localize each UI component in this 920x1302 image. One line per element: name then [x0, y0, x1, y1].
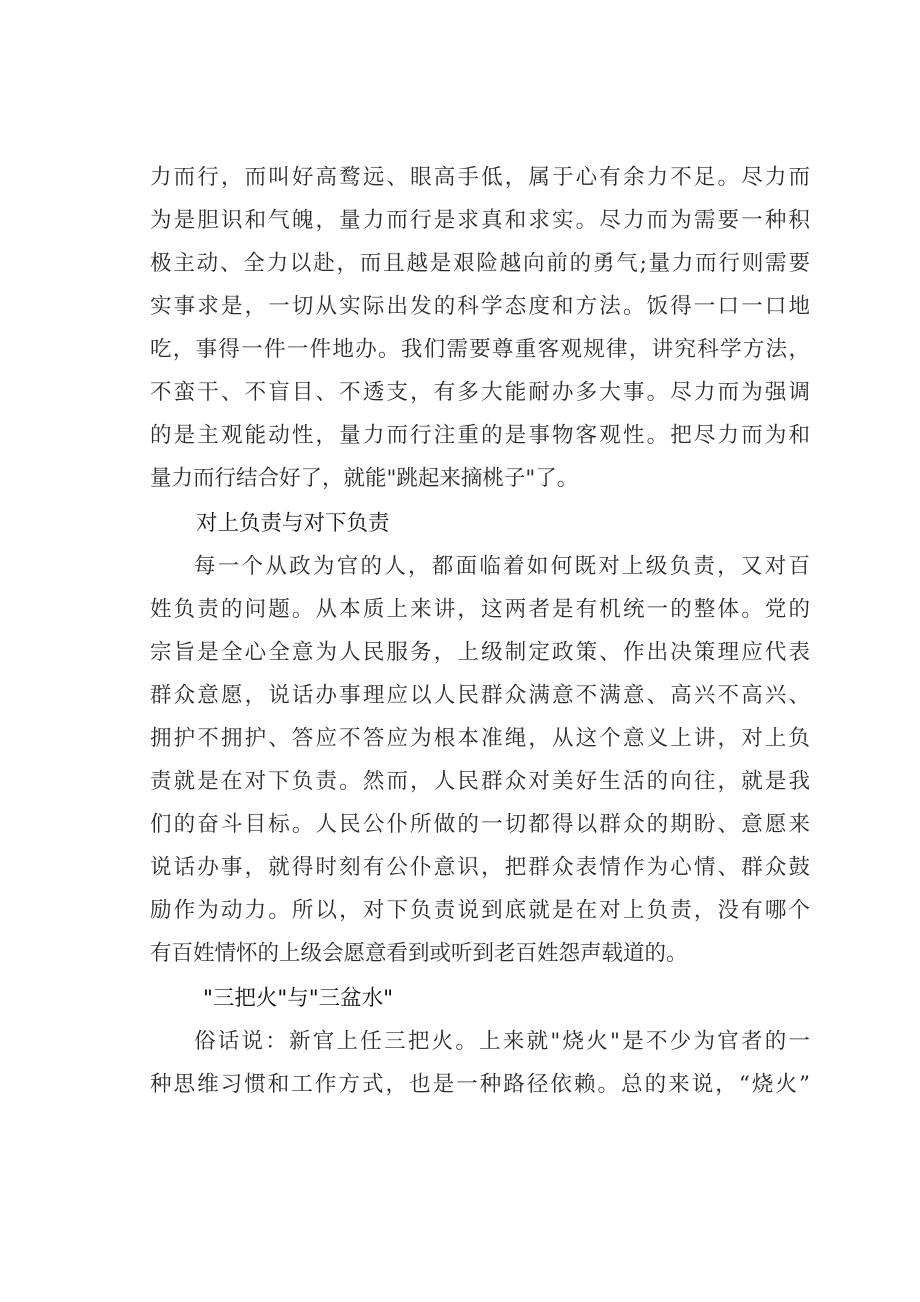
- paragraph-1-line-7: 的是主观能动性，量力而行注重的是事物客观性。把尽力而为和: [150, 423, 810, 448]
- paragraph-1-line-1: 力而行，而叫好高鹜远、眼高手低，属于心有余力不足。尽力而: [150, 165, 810, 190]
- paragraph-2-line-1: 每一个从政为官的人，都面临着如何既对上级负责，又对百: [194, 554, 810, 579]
- paragraph-2-line-4: 群众意愿，说话办事理应以人民群众满意不满意、高兴不高兴、: [150, 683, 810, 708]
- paragraph-2-line-2: 姓负责的问题。从本质上来讲，这两者是有机统一的整体。党的: [150, 597, 810, 622]
- paragraph-2-line-3: 宗旨是全心全意为人民服务，上级制定政策、作出决策理应代表: [150, 640, 810, 665]
- paragraph-2-line-10: 有百姓情怀的上级会愿意看到或听到老百姓怨声载道的。: [150, 941, 688, 966]
- paragraph-1-line-5: 吃，事得一件一件地办。我们需要尊重客观规律，讲究科学方法，: [150, 337, 810, 362]
- paragraph-3-line-2: 种思维习惯和工作方式，也是一种路径依赖。总的来说，“烧火”: [150, 1072, 810, 1097]
- paragraph-2-line-7: 们的奋斗目标。人民公仆所做的一切都得以群众的期盼、意愿来: [150, 812, 810, 837]
- paragraph-1-line-3: 极主动、全力以赴，而且越是艰险越向前的勇气;量力而行则需要: [150, 251, 810, 276]
- paragraph-2-line-5: 拥护不拥护、答应不答应为根本准绳，从这个意义上讲，对上负: [150, 726, 810, 751]
- paragraph-1-line-2: 为是胆识和气魄，量力而行是求真和求实。尽力而为需要一种积: [150, 208, 810, 233]
- paragraph-2-line-9: 励作为动力。所以，对下负责说到底就是在对上负责，没有哪个: [150, 898, 810, 923]
- paragraph-2-line-8: 说话办事，就得时刻有公仆意识，把群众表情作为心情、群众鼓: [150, 855, 810, 880]
- paragraph-1-line-4: 实事求是，一切从实际出发的科学态度和方法。饭得一口一口地: [150, 294, 810, 319]
- paragraph-1-line-6: 不蛮干、不盲目、不透支，有多大能耐办多大事。尽力而为强调: [150, 380, 810, 405]
- section-heading-1: 对上负责与对下负责: [196, 511, 390, 536]
- section-heading-2: "三把火"与"三盆水": [203, 986, 394, 1011]
- paragraph-3-line-1: 俗话说：新官上任三把火。上来就"烧火"是不少为官者的一: [194, 1029, 810, 1054]
- paragraph-2-line-6: 责就是在对下负责。然而，人民群众对美好生活的向往，就是我: [150, 769, 810, 794]
- paragraph-1-line-8: 量力而行结合好了，就能"跳起来摘桃子"了。: [150, 466, 579, 491]
